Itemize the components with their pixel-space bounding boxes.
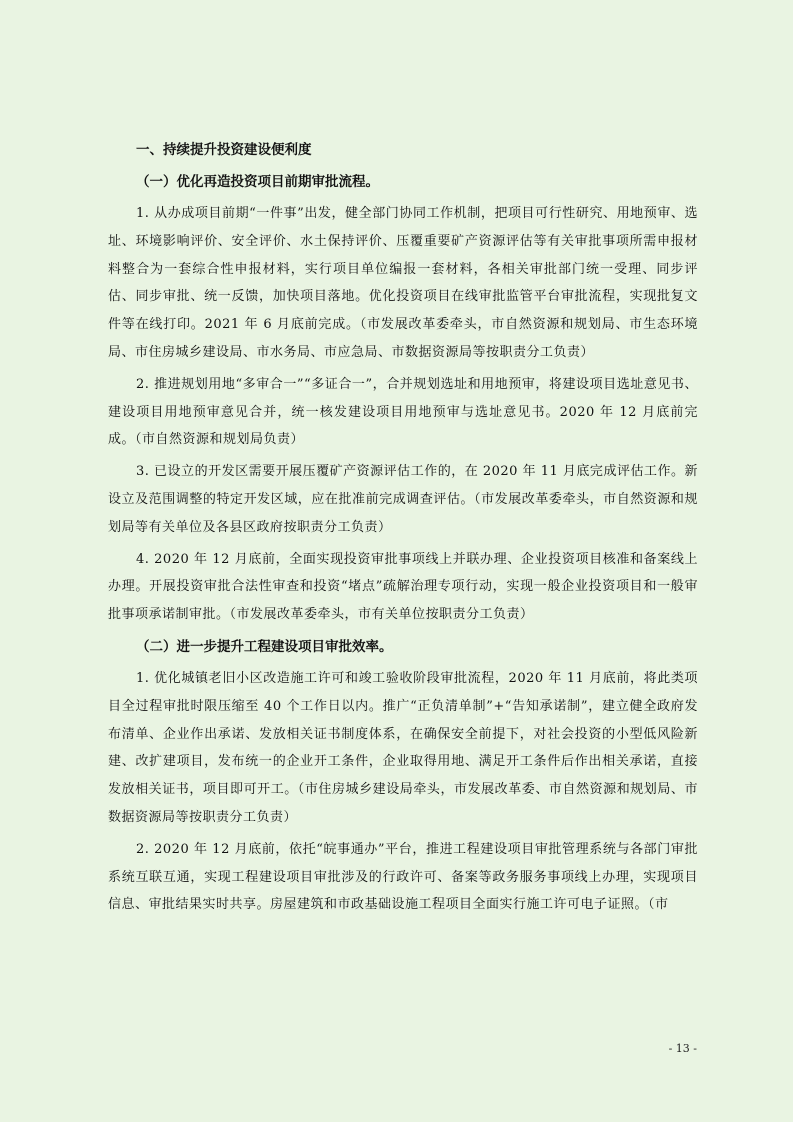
paragraph: 1. 从办成项目前期“一件事”出发，健全部门协同工作机制，把项目可行性研究、用地预审、选址、环境影响评价、安全评价、水土保持评价、压覆重要矿产资源评估等有关审批事项所需申报材料整合为一套综合性申报材料，实行项目单位编报一套材料，各相关审批部门统一受理、同步评估、同步审批、统一反馈，加快项目落地。优化投资项目在线审批监管平台审批流程，实现批复文件等在线打印。2021 年 6 月底前完成。（市发展改革委牵头，市自然资源和规划局、市生态环境局、市住房城乡建设局、市水务局、市应急局、市数据资源局等按职责分工负责） (108, 206, 698, 360)
page-number: - 13 - (668, 1042, 697, 1055)
paragraph: 2. 2020 年 12 月底前，依托“皖事通办”平台，推进工程建设项目审批管理系统与各部门审批系统互联互通，实现工程建设项目审批涉及的行政许可、备案等政务服务事项线上办理，实现项目信息、审批结果实时共享。房屋建筑和市政基础设施工程项目全面实行施工许可电子证照。（市 (108, 841, 698, 913)
paragraph: 3. 已设立的开发区需要开展压覆矿产资源评估工作的，在 2020 年 11 月底完成评估工作。新设立及范围调整的特定开发区域，应在批准前完成调查评估。（市发展改革委牵头，市自然资源和规划局等有关单位及各县区政府按职责分工负责） (108, 464, 698, 535)
paragraph: 1. 优化城镇老旧小区改造施工许可和竣工验收阶段审批流程，2020 年 11 月底前，将此类项目全过程审批时限压缩至 40 个工作日以内。推广“正负清单制”+“告知承诺制”，建立健全政府发布清单、企业作出承诺、发放相关证书制度体系，在确保安全前提下，对社会投资的小型低风险新建、改扩建项目，发布统一的企业开工条件，企业取得用地、满足开工条件后作出相关承诺，直接发放相关证书，项目即可开工。（市住房城乡建设局牵头，市发展改革委、市自然资源和规划局、市数据资源局等按职责分工负责） (108, 670, 698, 825)
document-body (108, 136, 698, 923)
subsection-heading: （一）优化再造投资项目前期审批流程。 (136, 174, 379, 190)
section-heading: 一、持续提升投资建设便利度 (136, 142, 312, 158)
paragraph: 2. 推进规划用地“多审合一”“多证合一”，合并规划选址和用地预审，将建设项目选址意见书、建设项目用地预审意见合并，统一核发建设项目用地预审与选址意见书。2020 年 12 月底前完成。（市自然资源和规划局负责） (108, 376, 698, 448)
subsection-heading: （二）进一步提升工程建设项目审批效率。 (136, 638, 393, 655)
paragraph: 4. 2020 年 12 月底前，全面实现投资审批事项线上并联办理、企业投资项目核准和备案线上办理。开展投资审批合法性审查和投资“堵点”疏解治理专项行动，实现一般企业投资项目和一般审批事项承诺制审批。（市发展改革委牵头，市有关单位按职责分工负责） (108, 551, 698, 623)
